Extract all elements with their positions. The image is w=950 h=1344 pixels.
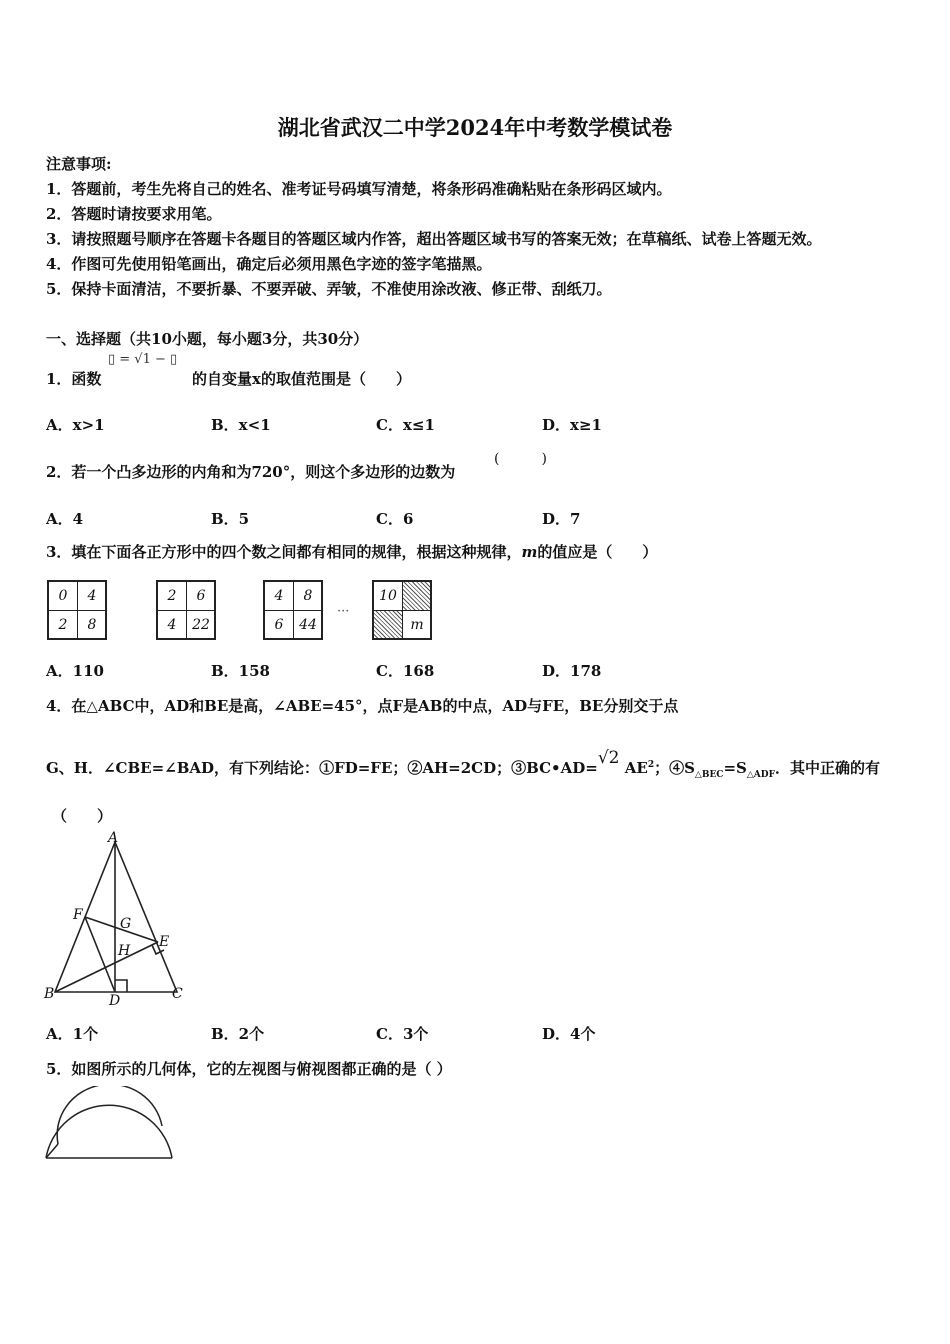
q1-option-b: B．x<1 [211,416,271,434]
q4-triangle-figure [40,830,190,1010]
q3-text [46,541,657,562]
q2-paren: ( ) [494,451,547,467]
grid-cell: 6 [274,617,284,633]
note-item: 3．请按照题号顺序在答题卡各题目的答题区域内作答，超出答题区域书写的答案无效；在草稿纸、试卷上答题无效。 [46,230,822,248]
grid-cell: 44 [299,617,317,633]
q1-option-c: C．x≤1 [376,416,435,434]
q4-sqrt2: √2 [597,748,620,768]
q5-text: 5．如图所示的几何体，它的左视图与俯视图都正确的是（ ） [46,1060,452,1078]
label-d: D [109,993,121,1009]
q5-solid-figure [42,1086,177,1164]
q4-line2 [46,748,881,780]
grid-cell: 4 [274,588,284,604]
q3-option-d: D．178 [542,662,602,680]
q4-text: ．其中正确的有 [775,759,881,777]
page-title: 湖北省武汉二中学2024年中考数学模试卷 [277,115,673,140]
right-angle-d [115,980,127,992]
q1-option-d: D．x≥1 [542,416,602,434]
grid-cell: 4 [167,617,177,633]
line-fd [85,917,115,992]
line-be [55,942,158,992]
hatched-cell [403,582,430,610]
grid-cell: 6 [196,588,206,604]
grid-cell: 8 [303,588,313,604]
q4-option-a: A．1个 [46,1025,99,1043]
q4-sub: △BEC [694,770,724,780]
q4-option-c: C．3个 [376,1025,429,1043]
note-item: 5．保持卡面清洁，不要折暴、不要弄破、弄皱，不准使用涂改液、修正带、刮纸刀。 [46,280,612,298]
inner-arc [57,1086,162,1144]
section-heading: 一、选择题（共10小题，每小题3分，共30分） [46,330,369,348]
q3-grid-4 [372,580,432,640]
q4-option-d: D．4个 [542,1025,596,1043]
q3-text-a: 3．填在下面各正方形中的四个数之间都有相同的规律，根据这种规律， [46,543,522,561]
q3-text-b: 的值应是（ ） [537,543,658,561]
grid-cell: 2 [167,588,177,604]
q3-ellipsis: ··· [337,604,350,619]
q4-text: G、H．∠CBE=∠BAD，有下列结论：①FD=FE；②AH=2CD；③BC•AD= [46,759,598,777]
q3-var-m: m [521,543,538,561]
q4-option-b: B．2个 [211,1025,265,1043]
q4-sup: 2 [647,760,655,770]
q3-option-a: A．110 [46,662,104,680]
q1-suffix: 的自变量x的取值范围是（ ） [192,370,411,388]
q1-option-a: A．x>1 [46,416,105,434]
note-item: 2．答题时请按要求用笔。 [46,205,222,223]
notes-heading: 注意事项: [46,155,112,173]
q1-formula: ▯ = √1 − ▯ [108,352,178,367]
q2-option-a: A．4 [46,510,84,528]
q3-option-b: B．158 [211,662,270,680]
grid-cell: 10 [379,588,397,604]
q3-grid-2 [156,580,216,640]
label-e: E [159,934,170,950]
grid-cell: m [410,617,424,633]
q2-option-b: B．5 [211,510,250,528]
q4-text: AE [624,759,648,777]
q1-prefix: 1．函数 [46,370,102,388]
q2-option-c: C．6 [376,510,414,528]
outer-arc [46,1105,172,1158]
q4-text: =S [723,759,747,777]
label-f: F [73,907,83,923]
q4-paren: （ ） [52,807,113,825]
label-c: C [172,986,183,1002]
q3-grid-3 [263,580,323,640]
q3-grid-1 [47,580,107,640]
q3-option-c: C．168 [376,662,435,680]
label-h: H [118,943,131,959]
hatched-cell [374,611,402,638]
q4-line1: 4．在△ABC中，AD和BE是高，∠ABE=45°，点F是AB的中点，AD与FE，BE分别交于点 [46,697,679,715]
note-item: 1．答题前，考生先将自己的姓名、准考证号码填写清楚，将条形码准确粘贴在条形码区域内。 [46,180,672,198]
grid-cell: 0 [58,588,68,604]
label-g: G [120,916,132,932]
grid-cell: 22 [192,617,210,633]
note-item: 4．作图可先使用铅笔画出，确定后必须用黑色字迹的签字笔描黑。 [46,255,492,273]
grid-cell: 2 [58,617,68,633]
q2-text: 2．若一个凸多边形的内角和为720°，则这个多边形的边数为 [46,463,456,481]
label-b: B [44,986,55,1002]
grid-cell: 4 [87,588,97,604]
q4-sub: △ADF [746,770,775,780]
q4-text: ；④S [654,759,695,777]
grid-cell: 8 [87,617,97,633]
q2-option-d: D．7 [542,510,581,528]
label-a: A [108,830,119,846]
